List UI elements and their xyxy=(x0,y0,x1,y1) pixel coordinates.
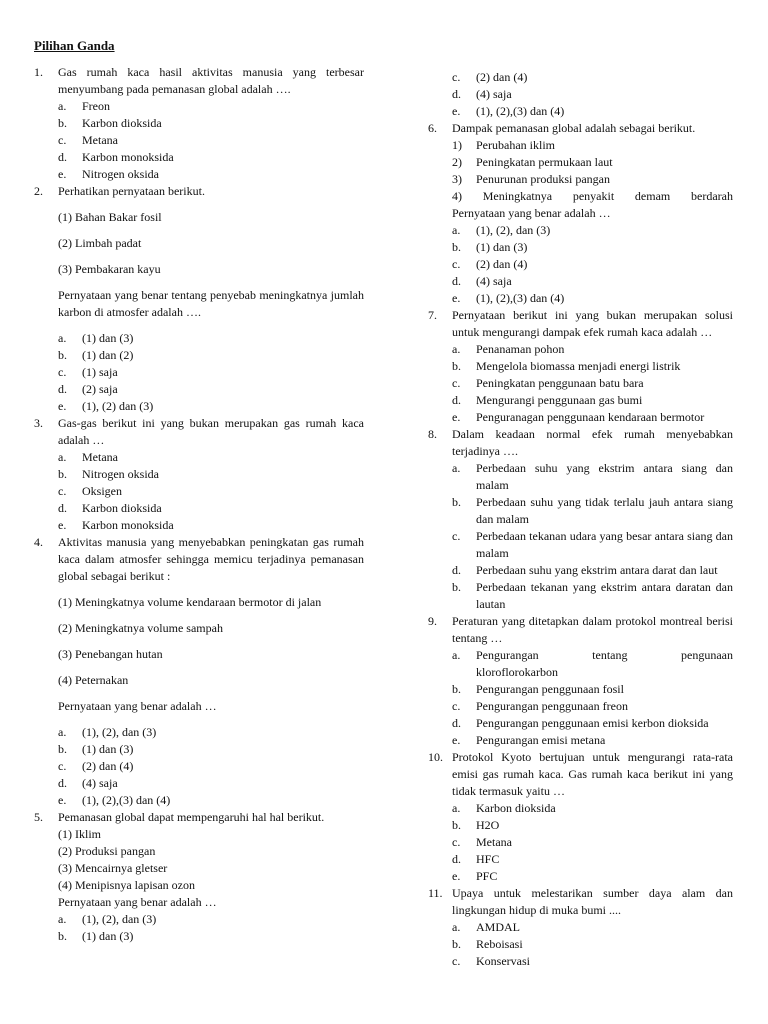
statement-3: (3) Pembakaran kayu xyxy=(58,262,161,276)
option-d xyxy=(428,715,733,732)
option-text: (1), (2), dan (3) xyxy=(82,912,157,926)
option-letter: d. xyxy=(58,501,67,515)
option-letter: a. xyxy=(452,648,461,662)
question-prompt: Pernyataan yang benar adalah … xyxy=(58,699,217,713)
question-number: 8. xyxy=(428,427,437,441)
option-letter: a. xyxy=(452,920,461,934)
option-d xyxy=(428,562,733,579)
question-stem: Peraturan yang ditetapkan dalam protokol montreal berisi tentang … xyxy=(452,614,733,645)
option-list xyxy=(34,98,364,183)
option-letter: e. xyxy=(58,518,67,532)
statement-1: (1) Bahan Bakar fosil xyxy=(58,210,162,224)
option-e xyxy=(428,732,733,749)
option-text: Perbedaan suhu yang ekstrim antara darat dan laut xyxy=(476,563,718,577)
option-text: Perbedaan suhu yang tidak terlalu jauh antara siang dan malam xyxy=(476,495,733,526)
option-list xyxy=(34,911,364,945)
option-text: (1), (2),(3) dan (4) xyxy=(476,291,565,305)
option-c xyxy=(428,69,733,86)
option-list xyxy=(428,222,733,307)
option-d xyxy=(34,775,364,792)
option-b xyxy=(428,358,733,375)
option-text-line-2: kloroflorokarbon xyxy=(476,665,558,679)
option-text: (2) dan (4) xyxy=(476,257,528,271)
option-text: Peningkatan penggunaan batu bara xyxy=(476,376,644,390)
option-b xyxy=(428,936,733,953)
option-letter: d. xyxy=(58,382,67,396)
statement-1: (1) Meningkatnya volume kendaraan bermotor di jalan xyxy=(58,595,322,609)
option-d xyxy=(34,381,364,398)
question-number: 6. xyxy=(428,121,437,135)
option-letter: d. xyxy=(452,87,461,101)
option-text: PFC xyxy=(476,869,498,883)
question-6-text xyxy=(428,120,733,137)
option-letter: d. xyxy=(58,150,67,164)
statement-number: 3) xyxy=(452,172,462,186)
option-letter: d. xyxy=(452,393,461,407)
option-text: Penanaman pohon xyxy=(476,342,565,356)
option-letter: c. xyxy=(452,835,461,849)
option-letter: b. xyxy=(452,495,461,509)
option-text: Penguranagan penggunaan kendaraan bermotor xyxy=(476,410,705,424)
option-text: Mengurangi penggunaan gas bumi xyxy=(476,393,643,407)
option-text: (1) saja xyxy=(82,365,118,379)
question-4-text xyxy=(34,534,364,585)
option-letter: d. xyxy=(452,274,461,288)
option-a xyxy=(428,341,733,358)
option-text: (2) saja xyxy=(82,382,118,396)
question-prompt: Pernyataan yang benar tentang penyebab meningkatnya jumlah karbon di atmosfer adalah …. xyxy=(58,288,364,319)
option-letter: a. xyxy=(58,99,67,113)
option-letter: a. xyxy=(452,342,461,356)
question-5-option-list-continued xyxy=(428,69,733,120)
option-a xyxy=(428,222,733,239)
option-letter: b. xyxy=(58,116,67,130)
option-list xyxy=(34,724,364,809)
question-stem: Protokol Kyoto bertujuan untuk mengurangi rata-rata emisi gas rumah kaca. Gas rumah kaca berikut ini yang tidak termasuk yaitu … xyxy=(452,750,733,798)
option-c xyxy=(34,132,364,149)
option-text: (1) dan (2) xyxy=(82,348,134,362)
question-number: 10. xyxy=(428,750,443,764)
option-text: Metana xyxy=(82,133,118,147)
question-10-text xyxy=(428,749,733,800)
question-11-text xyxy=(428,885,733,919)
question-number: 2. xyxy=(34,184,43,198)
option-letter: e. xyxy=(58,399,67,413)
option-text: Perbedaan tekanan udara yang besar antara siang dan malam xyxy=(476,529,733,560)
question-8 xyxy=(428,426,733,613)
option-text: Karbon monoksida xyxy=(82,150,174,164)
option-letter: a. xyxy=(58,450,67,464)
option-list xyxy=(34,330,364,415)
option-letter: b. xyxy=(452,580,461,594)
option-text: Konservasi xyxy=(476,954,530,968)
option-a xyxy=(428,800,733,817)
option-c xyxy=(428,834,733,851)
option-text: Karbon dioksida xyxy=(82,116,162,130)
option-letter: c. xyxy=(452,70,461,84)
option-text: Nitrogen oksida xyxy=(82,467,159,481)
option-text: Karbon dioksida xyxy=(82,501,162,515)
option-a xyxy=(428,647,733,681)
option-e xyxy=(34,166,364,183)
option-text: (1), (2), dan (3) xyxy=(82,725,157,739)
option-letter: b. xyxy=(452,359,461,373)
option-letter: e. xyxy=(452,869,461,883)
left-column xyxy=(34,64,364,945)
option-text: (1), (2), dan (3) xyxy=(476,223,551,237)
question-stem: Aktivitas manusia yang menyebabkan peningkatan gas rumah kaca dalam atmosfer sehingga memicu terjadinya pemanasan global sebagai berikut : xyxy=(58,535,364,583)
option-letter: e. xyxy=(452,733,461,747)
option-text: Mengelola biomassa menjadi energi listrik xyxy=(476,359,681,373)
option-c xyxy=(34,364,364,381)
option-b xyxy=(428,681,733,698)
question-3-text xyxy=(34,415,364,449)
statement-number: 2) xyxy=(452,155,462,169)
question-number: 1. xyxy=(34,65,43,79)
question-number: 4. xyxy=(34,535,43,549)
option-d xyxy=(428,86,733,103)
question-stem: Pemanasan global dapat mempengaruhi hal hal berikut. xyxy=(58,810,325,824)
question-3 xyxy=(34,415,364,534)
option-letter: c. xyxy=(452,257,461,271)
option-b xyxy=(428,494,733,528)
question-4 xyxy=(34,534,364,809)
option-a xyxy=(34,98,364,115)
statement-text: Penurunan produksi pangan xyxy=(476,172,610,186)
option-letter: c. xyxy=(58,484,67,498)
option-e xyxy=(34,792,364,809)
option-text: (2) dan (4) xyxy=(82,759,134,773)
option-letter: b. xyxy=(58,467,67,481)
statement-3: (3) Mencairnya gletser xyxy=(58,861,168,875)
option-letter: b. xyxy=(452,240,461,254)
statement-2: (2) Produksi pangan xyxy=(58,844,156,858)
statement-3 xyxy=(428,171,733,188)
question-5 xyxy=(34,809,364,945)
option-letter: c. xyxy=(452,954,461,968)
option-text: Pengurangan penggunaan fosil xyxy=(476,682,624,696)
option-c xyxy=(34,758,364,775)
option-list xyxy=(428,919,733,970)
option-letter: e. xyxy=(58,167,67,181)
option-a xyxy=(428,919,733,936)
option-list xyxy=(428,341,733,426)
option-c xyxy=(34,483,364,500)
option-letter: d. xyxy=(452,852,461,866)
option-text: (1), (2),(3) dan (4) xyxy=(82,793,171,807)
option-letter: e. xyxy=(452,104,461,118)
option-b xyxy=(34,928,364,945)
option-letter: c. xyxy=(452,699,461,713)
section-heading: Pilihan Ganda xyxy=(34,38,115,53)
option-text: Reboisasi xyxy=(476,937,523,951)
option-letter: b. xyxy=(452,818,461,832)
option-text: Karbon dioksida xyxy=(476,801,556,815)
option-text: Pengurangan penggunaan freon xyxy=(476,699,628,713)
option-letter: b. xyxy=(452,937,461,951)
option-letter: c. xyxy=(58,759,67,773)
option-letter: d. xyxy=(452,716,461,730)
option-text: (2) dan (4) xyxy=(476,70,528,84)
question-9 xyxy=(428,613,733,749)
option-e xyxy=(428,868,733,885)
statement-1: (1) Iklim xyxy=(58,827,101,841)
option-e xyxy=(428,409,733,426)
question-6 xyxy=(428,120,733,307)
option-a xyxy=(34,911,364,928)
statement-3: (3) Penebangan hutan xyxy=(58,647,163,661)
statement-text: Peningkatan permukaan laut xyxy=(476,155,613,169)
option-b xyxy=(34,741,364,758)
option-letter: a. xyxy=(58,912,67,926)
option-letter: e. xyxy=(452,291,461,305)
option-b xyxy=(34,466,364,483)
option-text: (1), (2) dan (3) xyxy=(82,399,154,413)
option-letter: e. xyxy=(452,410,461,424)
option-letter: c. xyxy=(58,365,67,379)
question-stem: Gas rumah kaca hasil aktivitas manusia yang terbesar menyumbang pada pemanasan global adalah …. xyxy=(58,65,364,96)
option-b xyxy=(428,239,733,256)
question-7 xyxy=(428,307,733,426)
option-text: Karbon monoksida xyxy=(82,518,174,532)
option-letter: a. xyxy=(452,223,461,237)
question-1 xyxy=(34,64,364,183)
question-7-text xyxy=(428,307,733,341)
question-5-text xyxy=(34,809,364,826)
option-c xyxy=(428,953,733,970)
option-text: (1) dan (3) xyxy=(82,929,134,943)
question-prompt: Pernyataan yang benar adalah … xyxy=(58,895,217,909)
statement-text: Perubahan iklim xyxy=(476,138,555,152)
question-11 xyxy=(428,885,733,970)
right-column xyxy=(428,69,733,970)
option-list xyxy=(428,460,733,613)
question-2 xyxy=(34,183,364,415)
option-d xyxy=(428,273,733,290)
question-stem: Gas-gas berikut ini yang bukan merupakan gas rumah kaca adalah … xyxy=(58,416,364,447)
option-e xyxy=(34,517,364,534)
question-prompt: Pernyataan yang benar adalah … xyxy=(452,206,611,220)
option-letter: a. xyxy=(58,331,67,345)
option-b xyxy=(428,817,733,834)
option-a xyxy=(34,330,364,347)
option-list xyxy=(34,449,364,534)
option-text: (4) saja xyxy=(476,87,512,101)
option-b xyxy=(34,115,364,132)
option-a xyxy=(34,449,364,466)
question-stem: Dampak pemanasan global adalah sebagai berikut. xyxy=(452,121,696,135)
option-d xyxy=(428,851,733,868)
option-text: Pengurangan penggunaan emisi kerbon dioksida xyxy=(476,716,709,730)
option-text: Metana xyxy=(82,450,118,464)
option-c xyxy=(428,375,733,392)
option-e xyxy=(428,290,733,307)
option-letter: c. xyxy=(58,133,67,147)
option-letter: e. xyxy=(58,793,67,807)
question-9-text xyxy=(428,613,733,647)
statement-4: (4) Menipisnya lapisan ozon xyxy=(58,878,195,892)
question-stem: Pernyataan berikut ini yang bukan merupakan solusi untuk mengurangi dampak efek rumah kaca adalah … xyxy=(452,308,733,339)
question-number: 5. xyxy=(34,810,43,824)
option-e xyxy=(428,579,733,613)
option-e xyxy=(428,103,733,120)
question-2-text xyxy=(34,183,364,200)
statement-2 xyxy=(428,154,733,171)
option-text-line-1: Pengurangan tentang pengunaan xyxy=(476,648,733,662)
option-text: Perbedaan suhu yang ekstrim antara siang dan malam xyxy=(476,461,733,492)
option-letter: b. xyxy=(452,682,461,696)
statement-2: (2) Meningkatnya volume sampah xyxy=(58,621,223,635)
question-stem: Perhatikan pernyataan berikut. xyxy=(58,184,205,198)
question-number: 7. xyxy=(428,308,437,322)
option-text: Metana xyxy=(476,835,512,849)
question-1-text xyxy=(34,64,364,98)
option-a xyxy=(428,460,733,494)
option-text: Nitrogen oksida xyxy=(82,167,159,181)
option-text: (1) dan (3) xyxy=(82,742,134,756)
option-text: (1) dan (3) xyxy=(476,240,528,254)
option-d xyxy=(34,500,364,517)
option-letter: a. xyxy=(58,725,67,739)
option-letter: b. xyxy=(58,742,67,756)
option-c xyxy=(428,256,733,273)
statement-4: (4) Peternakan xyxy=(58,673,129,687)
option-letter: b. xyxy=(58,348,67,362)
option-text: Pengurangan emisi metana xyxy=(476,733,606,747)
option-text: H2O xyxy=(476,818,500,832)
option-d xyxy=(34,149,364,166)
statement-4: 4) Meningkatnya penyakit demam berdarah xyxy=(452,189,733,203)
option-d xyxy=(428,392,733,409)
question-8-text xyxy=(428,426,733,460)
option-text: Perbedaan tekanan yang ekstrim antara daratan dan lautan xyxy=(476,580,733,611)
option-text: (4) saja xyxy=(82,776,118,790)
option-text: (1) dan (3) xyxy=(82,331,134,345)
option-text: Freon xyxy=(82,99,110,113)
option-text: AMDAL xyxy=(476,920,520,934)
option-c xyxy=(428,698,733,715)
question-number: 3. xyxy=(34,416,43,430)
statement-number: 1) xyxy=(452,138,462,152)
option-b xyxy=(34,347,364,364)
question-number: 11. xyxy=(428,886,443,900)
option-e xyxy=(34,398,364,415)
statement-2: (2) Limbah padat xyxy=(58,236,142,250)
option-letter: d. xyxy=(452,563,461,577)
option-letter: c. xyxy=(452,376,461,390)
option-letter: a. xyxy=(452,801,461,815)
option-text: (4) saja xyxy=(476,274,512,288)
option-letter: c. xyxy=(452,529,461,543)
option-list xyxy=(428,647,733,749)
option-text: (1), (2),(3) dan (4) xyxy=(476,104,565,118)
question-number: 9. xyxy=(428,614,437,628)
option-c xyxy=(428,528,733,562)
question-stem: Dalam keadaan normal efek rumah menyebabkan terjadinya …. xyxy=(452,427,733,458)
option-text: HFC xyxy=(476,852,500,866)
option-list xyxy=(428,800,733,885)
option-letter: d. xyxy=(58,776,67,790)
statement-1 xyxy=(428,137,733,154)
question-10 xyxy=(428,749,733,885)
question-stem: Upaya untuk melestarikan sumber daya alam dan lingkungan hidup di muka bumi .... xyxy=(452,886,733,917)
option-text: Oksigen xyxy=(82,484,122,498)
option-letter: a. xyxy=(452,461,461,475)
option-a xyxy=(34,724,364,741)
option-letter: b. xyxy=(58,929,67,943)
